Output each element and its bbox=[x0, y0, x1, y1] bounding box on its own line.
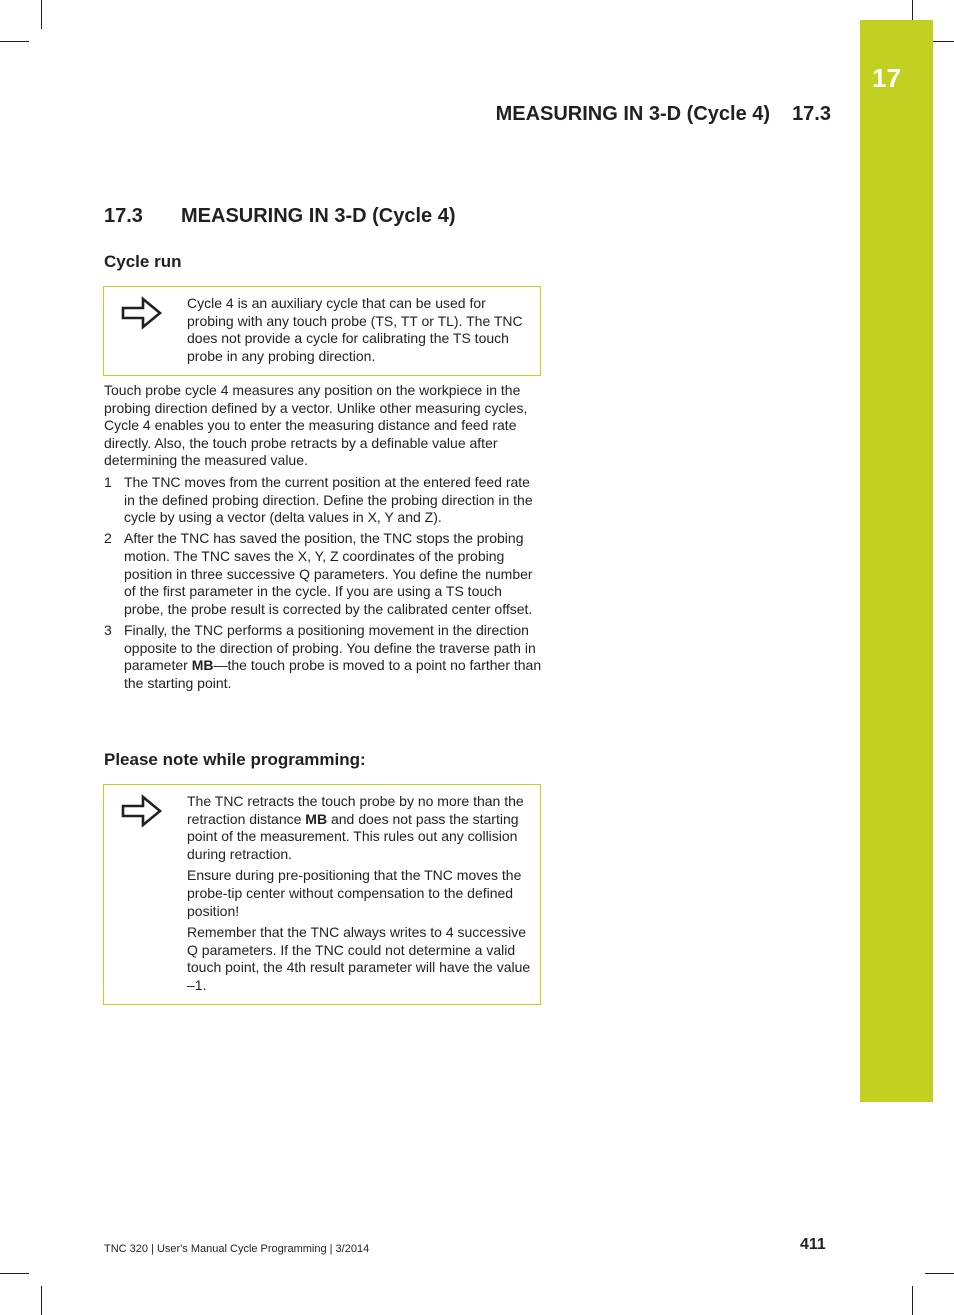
note-paragraph: Cycle 4 is an auxiliary cycle that can be used for probing with any touch probe (TS, TT or TL). The TNC does not provide a cycle for calibrating the TS touch probe in any probing direction. bbox=[187, 295, 523, 364]
note-paragraph: Ensure during pre-positioning that the TNC moves the probe-tip center without compensation to the defined position! bbox=[187, 867, 522, 919]
list-item bbox=[104, 474, 544, 527]
parameter-code: MB bbox=[191, 657, 214, 674]
step-text-end: —the touch probe is moved to a point no farther than the starting point. bbox=[124, 657, 542, 691]
arrow-right-icon bbox=[121, 295, 163, 331]
step-number: 2 bbox=[104, 530, 112, 547]
step-text: After the TNC has saved the position, the TNC stops the probing motion. The TNC saves the X, Y, Z coordinates of the probing position in three successive Q parameters. You define the number of the first parameter in the cycle. If you are using a TS touch probe, the probe result is corrected by the calibrated center offset. bbox=[124, 530, 533, 617]
step-number: 1 bbox=[104, 474, 112, 490]
section-title bbox=[104, 205, 456, 228]
cycle-run-heading: Cycle run bbox=[104, 252, 182, 271]
crop-mark bbox=[0, 41, 29, 42]
note-text-start: The TNC retracts the touch probe by no more than the retraction distance bbox=[187, 793, 524, 827]
step-text: The TNC moves from the current position at the entered feed rate in the defined probing direction. Define the probing direction in the cycle by using a vector (delta values in X, Y and Z). bbox=[124, 474, 533, 526]
programming-notes-heading: Please note while programming: bbox=[104, 750, 366, 769]
section-number: 17.3 bbox=[104, 205, 143, 227]
running-head-title: MEASURING IN 3-D (Cycle 4) bbox=[495, 103, 771, 125]
running-head-number: 17.3 bbox=[792, 103, 831, 125]
list-item bbox=[104, 530, 544, 618]
crop-mark bbox=[41, 0, 42, 29]
note-text bbox=[187, 785, 540, 1005]
note-divider bbox=[184, 785, 185, 1004]
parameter-code: MB bbox=[305, 810, 328, 827]
intro-paragraph: Touch probe cycle 4 measures any position on the workpiece in the probing direction defined by a vector. Unlike other measuring cycles, Cycle 4 enables you to enter the measuring distance and feed rate directly. Also, the touch probe retracts by a definable value after determining the measured value. bbox=[104, 382, 528, 469]
note-paragraph: Remember that the TNC always writes to 4 successive Q parameters. If the TNC could not determine a valid touch point, the 4th result parameter will have the value –1. bbox=[187, 924, 531, 993]
running-head bbox=[496, 103, 831, 126]
crop-mark bbox=[0, 1273, 29, 1274]
step-number: 3 bbox=[104, 621, 112, 638]
arrow-right-icon bbox=[121, 793, 163, 829]
crop-mark bbox=[925, 1273, 954, 1274]
page-number: 411 bbox=[800, 1236, 826, 1253]
note-text-end: and does not pass the starting point of the measurement. This rules out any collision during retraction. bbox=[187, 810, 519, 862]
note-text bbox=[187, 287, 540, 375]
chapter-number: 17 bbox=[872, 63, 901, 93]
section-title-text: MEASURING IN 3-D (Cycle 4) bbox=[181, 205, 456, 227]
programming-note-box bbox=[103, 784, 541, 1005]
cycle-run-note-box bbox=[103, 286, 541, 376]
crop-mark bbox=[41, 1286, 42, 1315]
step-text-start: Finally, the TNC performs a positioning movement in the direction opposite to the direction of probing. You define the traverse path in parameter bbox=[124, 621, 536, 674]
note-paragraph bbox=[187, 793, 532, 863]
chapter-tab bbox=[860, 20, 933, 1102]
note-divider bbox=[184, 287, 185, 375]
crop-mark bbox=[912, 1286, 913, 1315]
page-footer: TNC 320 | User's Manual Cycle Programming | 3/2014 bbox=[104, 1243, 370, 1255]
list-item bbox=[104, 622, 544, 692]
steps-list bbox=[104, 474, 544, 696]
